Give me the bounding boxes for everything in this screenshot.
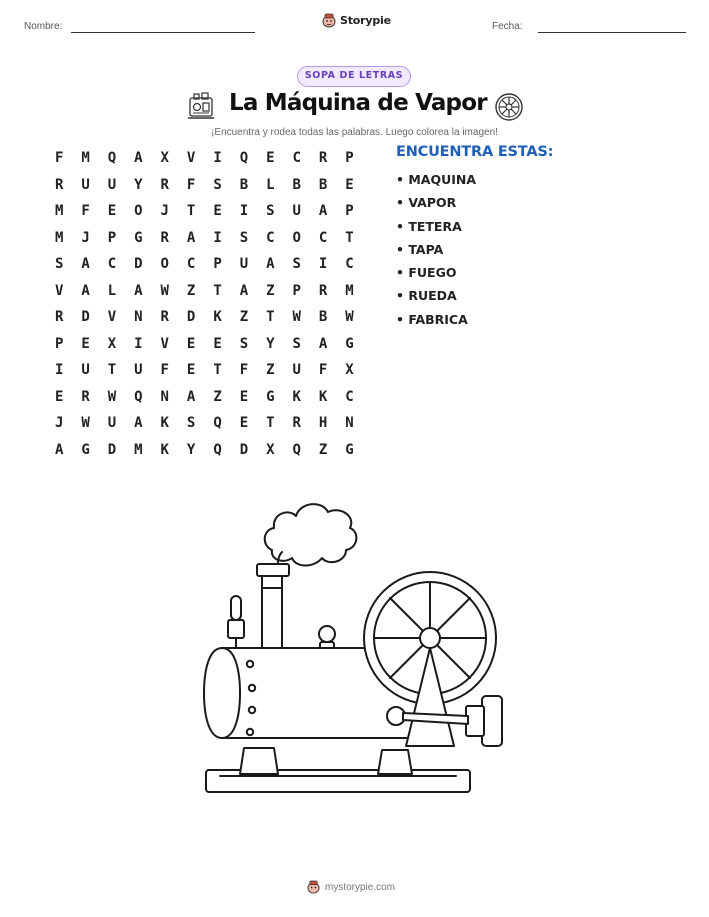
word-list-item: • RUEDA: [396, 288, 457, 304]
grid-letter[interactable]: Z: [266, 362, 275, 379]
grid-letter[interactable]: O: [134, 203, 143, 220]
grid-letter[interactable]: S: [239, 335, 249, 352]
grid-letter[interactable]: X: [107, 335, 117, 352]
grid-letter[interactable]: M: [54, 203, 64, 220]
grid-letter[interactable]: E: [81, 335, 90, 352]
grid-letter[interactable]: F: [160, 362, 169, 379]
grid-letter[interactable]: O: [292, 229, 301, 246]
grid-letter[interactable]: F: [54, 150, 64, 167]
footer: [307, 880, 395, 894]
grid-letter[interactable]: E: [239, 415, 249, 432]
grid-letter[interactable]: K: [318, 388, 328, 405]
grid-letter[interactable]: G: [266, 388, 275, 405]
grid-letter[interactable]: E: [186, 362, 196, 379]
grid-letter[interactable]: B: [292, 176, 301, 193]
word-search-grid[interactable]: [46, 145, 363, 463]
grid-letter[interactable]: S: [292, 256, 301, 273]
grid-letter[interactable]: A: [239, 282, 249, 299]
grid-letter[interactable]: A: [54, 441, 64, 458]
grid-letter[interactable]: G: [81, 441, 90, 458]
grid-letter[interactable]: U: [81, 176, 90, 193]
grid-letter[interactable]: K: [292, 388, 301, 405]
grid-letter[interactable]: Y: [134, 176, 143, 193]
word-list-item: • TETERA: [396, 218, 462, 234]
grid-letter[interactable]: Z: [213, 388, 222, 405]
grid-letter[interactable]: P: [54, 335, 64, 352]
grid-letter[interactable]: A: [318, 203, 328, 220]
name-field-line[interactable]: [71, 32, 255, 33]
grid-letter[interactable]: E: [213, 335, 222, 352]
instructions: ¡Encuentra y rodea todas las palabras. Luego colorea la imagen!: [211, 127, 498, 138]
grid-letter[interactable]: T: [266, 415, 275, 432]
grid-letter[interactable]: L: [107, 282, 117, 299]
grid-letter[interactable]: J: [160, 203, 169, 220]
grid-letter[interactable]: Z: [239, 309, 249, 326]
grid-letter[interactable]: F: [239, 362, 249, 379]
grid-letter[interactable]: A: [318, 335, 328, 352]
brand-logo: [322, 13, 391, 28]
grid-letter[interactable]: W: [81, 415, 90, 432]
grid-letter[interactable]: B: [318, 309, 328, 326]
grid-letter[interactable]: W: [292, 309, 301, 326]
grid-letter[interactable]: A: [81, 282, 90, 299]
date-label: Fecha:: [492, 21, 523, 32]
grid-letter[interactable]: X: [160, 150, 169, 167]
grid-letter[interactable]: D: [107, 441, 117, 458]
grid-letter[interactable]: V: [107, 309, 117, 326]
grid-letter[interactable]: I: [54, 362, 64, 379]
grid-letter[interactable]: M: [54, 229, 64, 246]
grid-letter[interactable]: Q: [134, 388, 143, 405]
word-list-item: • TAPA: [396, 241, 444, 257]
grid-letter[interactable]: K: [160, 441, 169, 458]
grid-letter[interactable]: S: [239, 229, 249, 246]
grid-letter[interactable]: I: [318, 256, 328, 273]
grid-letter[interactable]: T: [213, 362, 222, 379]
grid-letter[interactable]: I: [239, 203, 249, 220]
wheel-icon: [494, 92, 524, 122]
grid-letter[interactable]: U: [107, 176, 117, 193]
grid-letter[interactable]: D: [81, 309, 90, 326]
grid-letter[interactable]: Q: [213, 441, 222, 458]
grid-letter[interactable]: P: [213, 256, 222, 273]
grid-letter[interactable]: C: [186, 256, 196, 273]
grid-letter[interactable]: D: [134, 256, 143, 273]
grid-letter[interactable]: M: [345, 282, 354, 299]
grid-letter[interactable]: U: [81, 362, 90, 379]
grid-letter[interactable]: A: [81, 256, 90, 273]
category-badge: SOPA DE LETRAS: [297, 66, 411, 87]
grid-letter[interactable]: O: [160, 256, 169, 273]
grid-letter[interactable]: S: [292, 335, 301, 352]
grid-letter[interactable]: I: [213, 229, 222, 246]
grid-letter[interactable]: K: [160, 415, 169, 432]
grid-letter[interactable]: C: [292, 150, 301, 167]
grid-letter[interactable]: C: [107, 256, 117, 273]
grid-letter[interactable]: T: [345, 229, 354, 246]
grid-letter[interactable]: U: [134, 362, 143, 379]
engine-doodle-icon: [186, 91, 216, 121]
grid-letter[interactable]: L: [266, 176, 275, 193]
grid-letter[interactable]: J: [81, 229, 90, 246]
grid-letter[interactable]: V: [160, 335, 169, 352]
grid-letter[interactable]: Z: [266, 282, 275, 299]
grid-letter[interactable]: M: [134, 441, 143, 458]
grid-letter[interactable]: C: [318, 229, 328, 246]
grid-letter[interactable]: M: [81, 150, 90, 167]
grid-letter[interactable]: B: [318, 176, 328, 193]
grid-letter[interactable]: V: [54, 282, 64, 299]
grid-letter[interactable]: S: [54, 256, 64, 273]
grid-letter[interactable]: G: [345, 441, 354, 458]
grid-letter[interactable]: E: [239, 388, 249, 405]
word-list-item: • FABRICA: [396, 311, 468, 327]
grid-letter[interactable]: C: [345, 388, 354, 405]
grid-letter[interactable]: C: [266, 229, 275, 246]
grid-letter[interactable]: X: [345, 362, 354, 379]
grid-letter[interactable]: K: [213, 309, 222, 326]
page-title: La Máquina de Vapor: [229, 90, 487, 116]
grid-letter[interactable]: W: [345, 309, 354, 326]
grid-letter[interactable]: E: [54, 388, 64, 405]
grid-letter[interactable]: E: [345, 176, 354, 193]
grid-letter[interactable]: C: [345, 256, 354, 273]
grid-letter[interactable]: R: [81, 388, 90, 405]
grid-letter[interactable]: U: [239, 256, 249, 273]
grid-letter[interactable]: Q: [239, 150, 249, 167]
grid-letter[interactable]: U: [292, 362, 301, 379]
grid-letter[interactable]: Y: [266, 335, 275, 352]
grid-letter[interactable]: Y: [186, 441, 196, 458]
grid-letter[interactable]: S: [186, 415, 196, 432]
grid-letter[interactable]: P: [292, 282, 301, 299]
grid-letter[interactable]: A: [266, 256, 275, 273]
storypie-logo-icon: [322, 13, 336, 28]
brand-name: Storypie: [340, 14, 391, 27]
grid-letter[interactable]: N: [134, 309, 143, 326]
grid-letter[interactable]: F: [318, 362, 328, 379]
grid-letter[interactable]: U: [107, 415, 117, 432]
word-list-heading: ENCUENTRA ESTAS:: [396, 144, 554, 160]
grid-letter[interactable]: W: [160, 282, 169, 299]
grid-letter[interactable]: Q: [107, 150, 117, 167]
grid-letter[interactable]: I: [213, 150, 222, 167]
grid-letter[interactable]: I: [134, 335, 143, 352]
grid-letter[interactable]: P: [345, 203, 354, 220]
date-field-line[interactable]: [538, 32, 686, 33]
word-list-item: • VAPOR: [396, 195, 457, 211]
grid-letter[interactable]: Q: [292, 441, 301, 458]
grid-letter[interactable]: R: [160, 176, 169, 193]
grid-letter[interactable]: T: [266, 309, 275, 326]
grid-letter[interactable]: F: [81, 203, 90, 220]
grid-letter[interactable]: R: [292, 415, 301, 432]
grid-letter[interactable]: H: [318, 415, 328, 432]
grid-letter[interactable]: T: [107, 362, 117, 379]
grid-letter[interactable]: E: [266, 150, 275, 167]
word-list-item: • FUEGO: [396, 265, 457, 281]
name-label: Nombre:: [24, 21, 63, 32]
grid-letter[interactable]: F: [186, 176, 196, 193]
grid-letter[interactable]: A: [186, 388, 196, 405]
grid-letter[interactable]: D: [186, 309, 196, 326]
word-list: [396, 170, 476, 333]
grid-letter[interactable]: T: [186, 203, 196, 220]
grid-letter[interactable]: S: [266, 203, 275, 220]
storypie-logo-icon: [307, 880, 320, 894]
grid-letter[interactable]: R: [160, 309, 169, 326]
footer-url[interactable]: mystorypie.com: [325, 881, 396, 893]
grid-letter[interactable]: N: [160, 388, 169, 405]
grid-letter[interactable]: J: [54, 415, 64, 432]
grid-letter[interactable]: G: [134, 229, 143, 246]
grid-letter[interactable]: A: [134, 415, 143, 432]
grid-letter[interactable]: Z: [318, 441, 328, 458]
grid-letter[interactable]: S: [213, 176, 222, 193]
grid-letter[interactable]: A: [186, 229, 196, 246]
grid-letter[interactable]: U: [292, 203, 301, 220]
grid-letter[interactable]: Q: [213, 415, 222, 432]
grid-letter[interactable]: R: [54, 176, 64, 193]
grid-letter[interactable]: B: [239, 176, 249, 193]
grid-letter[interactable]: E: [213, 203, 222, 220]
steam-engine-coloring-icon[interactable]: [200, 488, 510, 808]
grid-letter[interactable]: X: [266, 441, 275, 458]
grid-letter[interactable]: E: [107, 203, 117, 220]
grid-letter[interactable]: R: [318, 282, 328, 299]
grid-letter[interactable]: R: [318, 150, 328, 167]
grid-letter[interactable]: P: [345, 150, 354, 167]
word-list-item: • MAQUINA: [396, 172, 477, 187]
grid-letter[interactable]: Z: [186, 282, 196, 299]
grid-letter[interactable]: W: [107, 388, 117, 405]
grid-letter[interactable]: A: [134, 282, 143, 299]
grid-letter[interactable]: P: [107, 229, 117, 246]
grid-letter[interactable]: R: [54, 309, 64, 326]
grid-letter[interactable]: E: [186, 335, 196, 352]
grid-letter[interactable]: R: [160, 229, 169, 246]
grid-letter[interactable]: V: [186, 150, 196, 167]
grid-letter[interactable]: D: [239, 441, 249, 458]
grid-letter[interactable]: A: [134, 150, 143, 167]
grid-letter[interactable]: T: [213, 282, 222, 299]
grid-letter[interactable]: G: [345, 335, 354, 352]
grid-letter[interactable]: N: [345, 415, 354, 432]
